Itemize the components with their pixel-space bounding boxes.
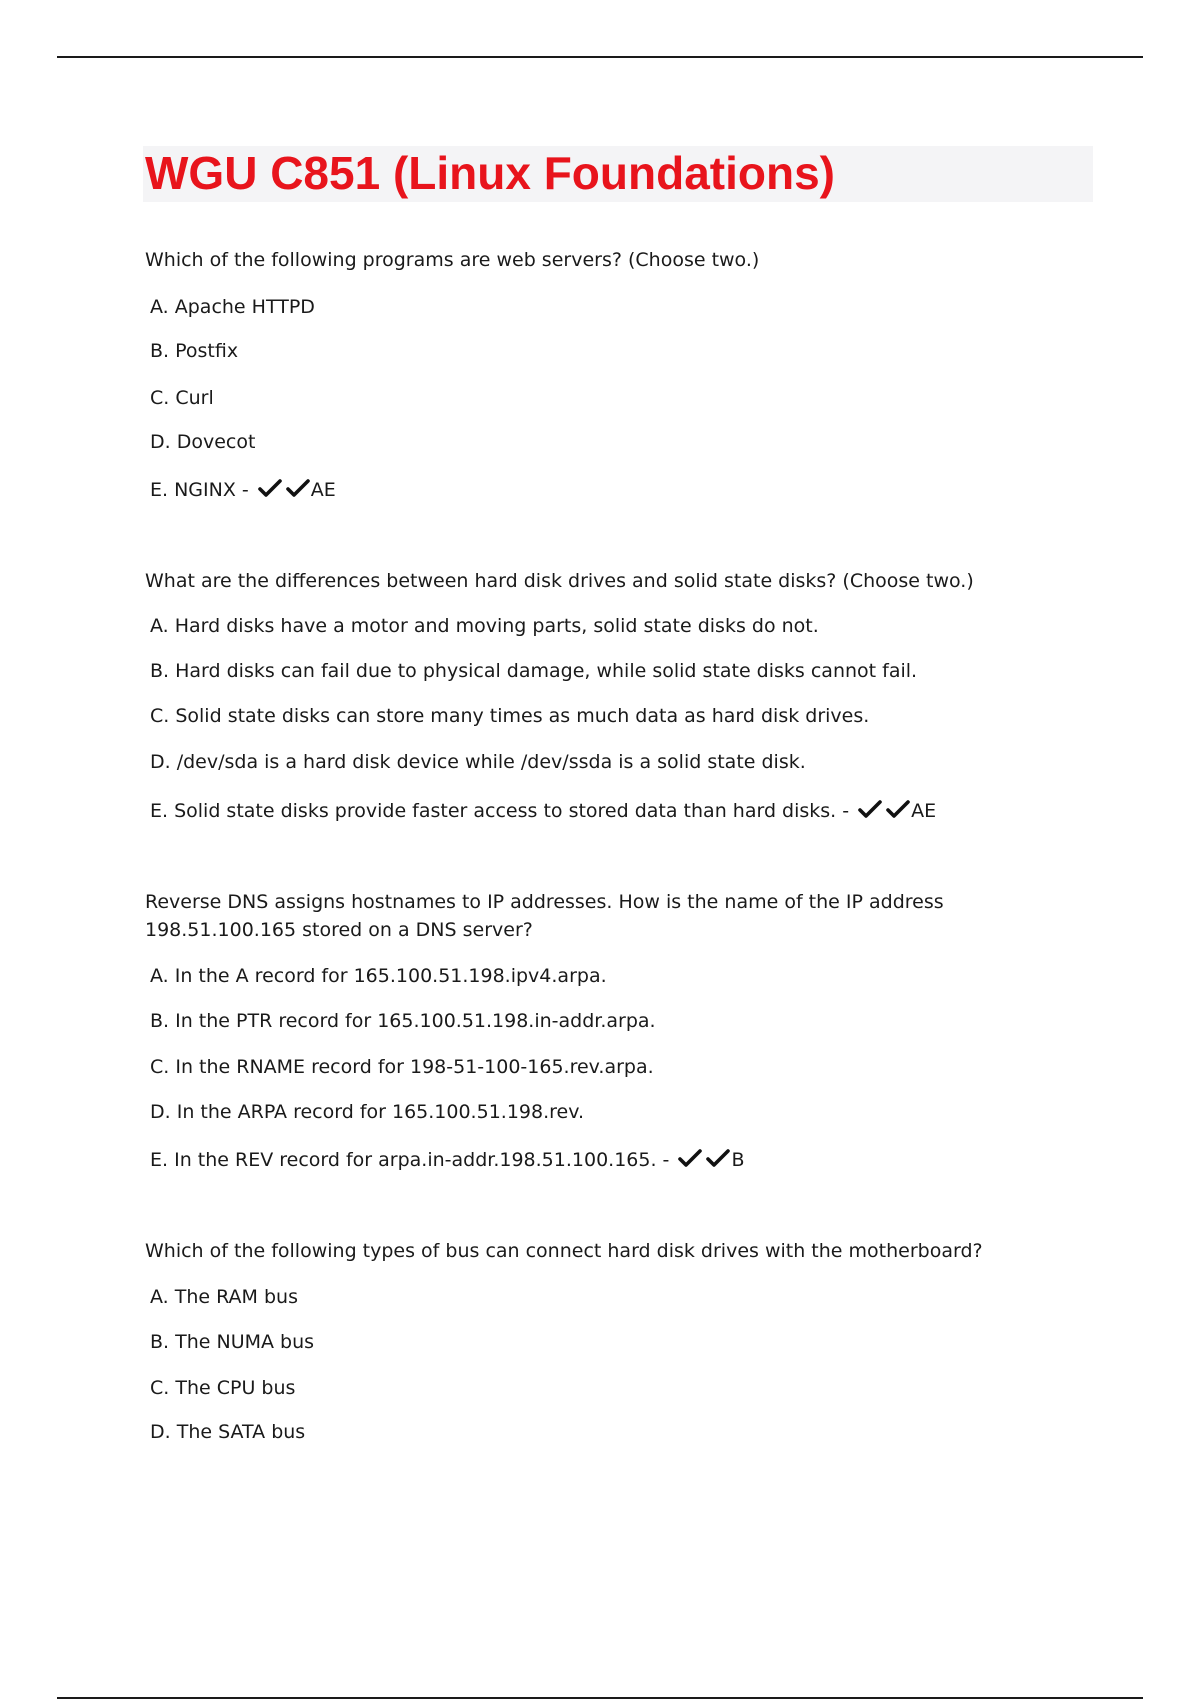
check-mark-icon <box>857 799 883 819</box>
check-mark-icon <box>677 1148 703 1168</box>
question-3-option-d: D. In the ARPA record for 165.100.51.198.rev. <box>150 1101 585 1123</box>
question-1-option-b: B. Postfix <box>150 340 239 362</box>
question-1-option-c: C. Curl <box>150 387 214 409</box>
question-3-option-e-text: E. In the REV record for arpa.in-addr.198.51.100.165. - <box>150 1149 670 1171</box>
question-4-option-a: A. The RAM bus <box>150 1286 298 1308</box>
bottom-rule <box>57 1697 1143 1699</box>
check-mark-icon <box>885 799 911 819</box>
question-4-option-c: C. The CPU bus <box>150 1377 296 1399</box>
question-4-text: Which of the following types of bus can connect hard disk drives with the motherboard? <box>145 1240 983 1262</box>
question-1-option-e <box>150 478 336 502</box>
question-4-option-d: D. The SATA bus <box>150 1421 306 1443</box>
question-2-option-c: C. Solid state disks can store many times as much data as hard disk drives. <box>150 705 870 727</box>
check-mark-icon <box>285 478 311 498</box>
question-3-text: Reverse DNS assigns hostnames to IP addresses. How is the name of the IP address 198.51.100.165 stored on a DNS server? <box>145 891 944 941</box>
question-4-option-b: B. The NUMA bus <box>150 1331 315 1353</box>
question-2-option-b: B. Hard disks can fail due to physical damage, while solid state disks cannot fail. <box>150 660 918 682</box>
question-1-option-a: A. Apache HTTPD <box>150 296 315 318</box>
question-1-answer: AE <box>310 479 336 501</box>
question-3-option-b: B. In the PTR record for 165.100.51.198.in-addr.arpa. <box>150 1010 656 1032</box>
question-3-option-c: C. In the RNAME record for 198-51-100-165.rev.arpa. <box>150 1056 654 1078</box>
question-2-text: What are the differences between hard disk drives and solid state disks? (Choose two.) <box>145 570 974 592</box>
question-3-answer: B <box>731 1149 745 1171</box>
question-2-option-a: A. Hard disks have a motor and moving parts, solid state disks do not. <box>150 615 819 637</box>
check-mark-icon <box>705 1148 731 1168</box>
question-1-text: Which of the following programs are web servers? (Choose two.) <box>145 249 760 271</box>
document-title: WGU C851 (Linux Foundations) <box>145 147 835 199</box>
top-rule <box>57 56 1143 58</box>
check-mark-icon <box>257 478 283 498</box>
question-2-answer: AE <box>911 800 937 822</box>
question-2-option-d: D. /dev/sda is a hard disk device while /dev/ssda is a solid state disk. <box>150 751 806 773</box>
question-2-option-e <box>150 799 936 823</box>
question-2-option-e-text: E. Solid state disks provide faster access to stored data than hard disks. - <box>150 800 850 822</box>
question-1-option-d: D. Dovecot <box>150 431 256 453</box>
question-1-option-e-text: E. NGINX - <box>150 479 249 501</box>
question-3-option-e <box>150 1148 745 1172</box>
question-3-option-a: A. In the A record for 165.100.51.198.ipv4.arpa. <box>150 965 607 987</box>
